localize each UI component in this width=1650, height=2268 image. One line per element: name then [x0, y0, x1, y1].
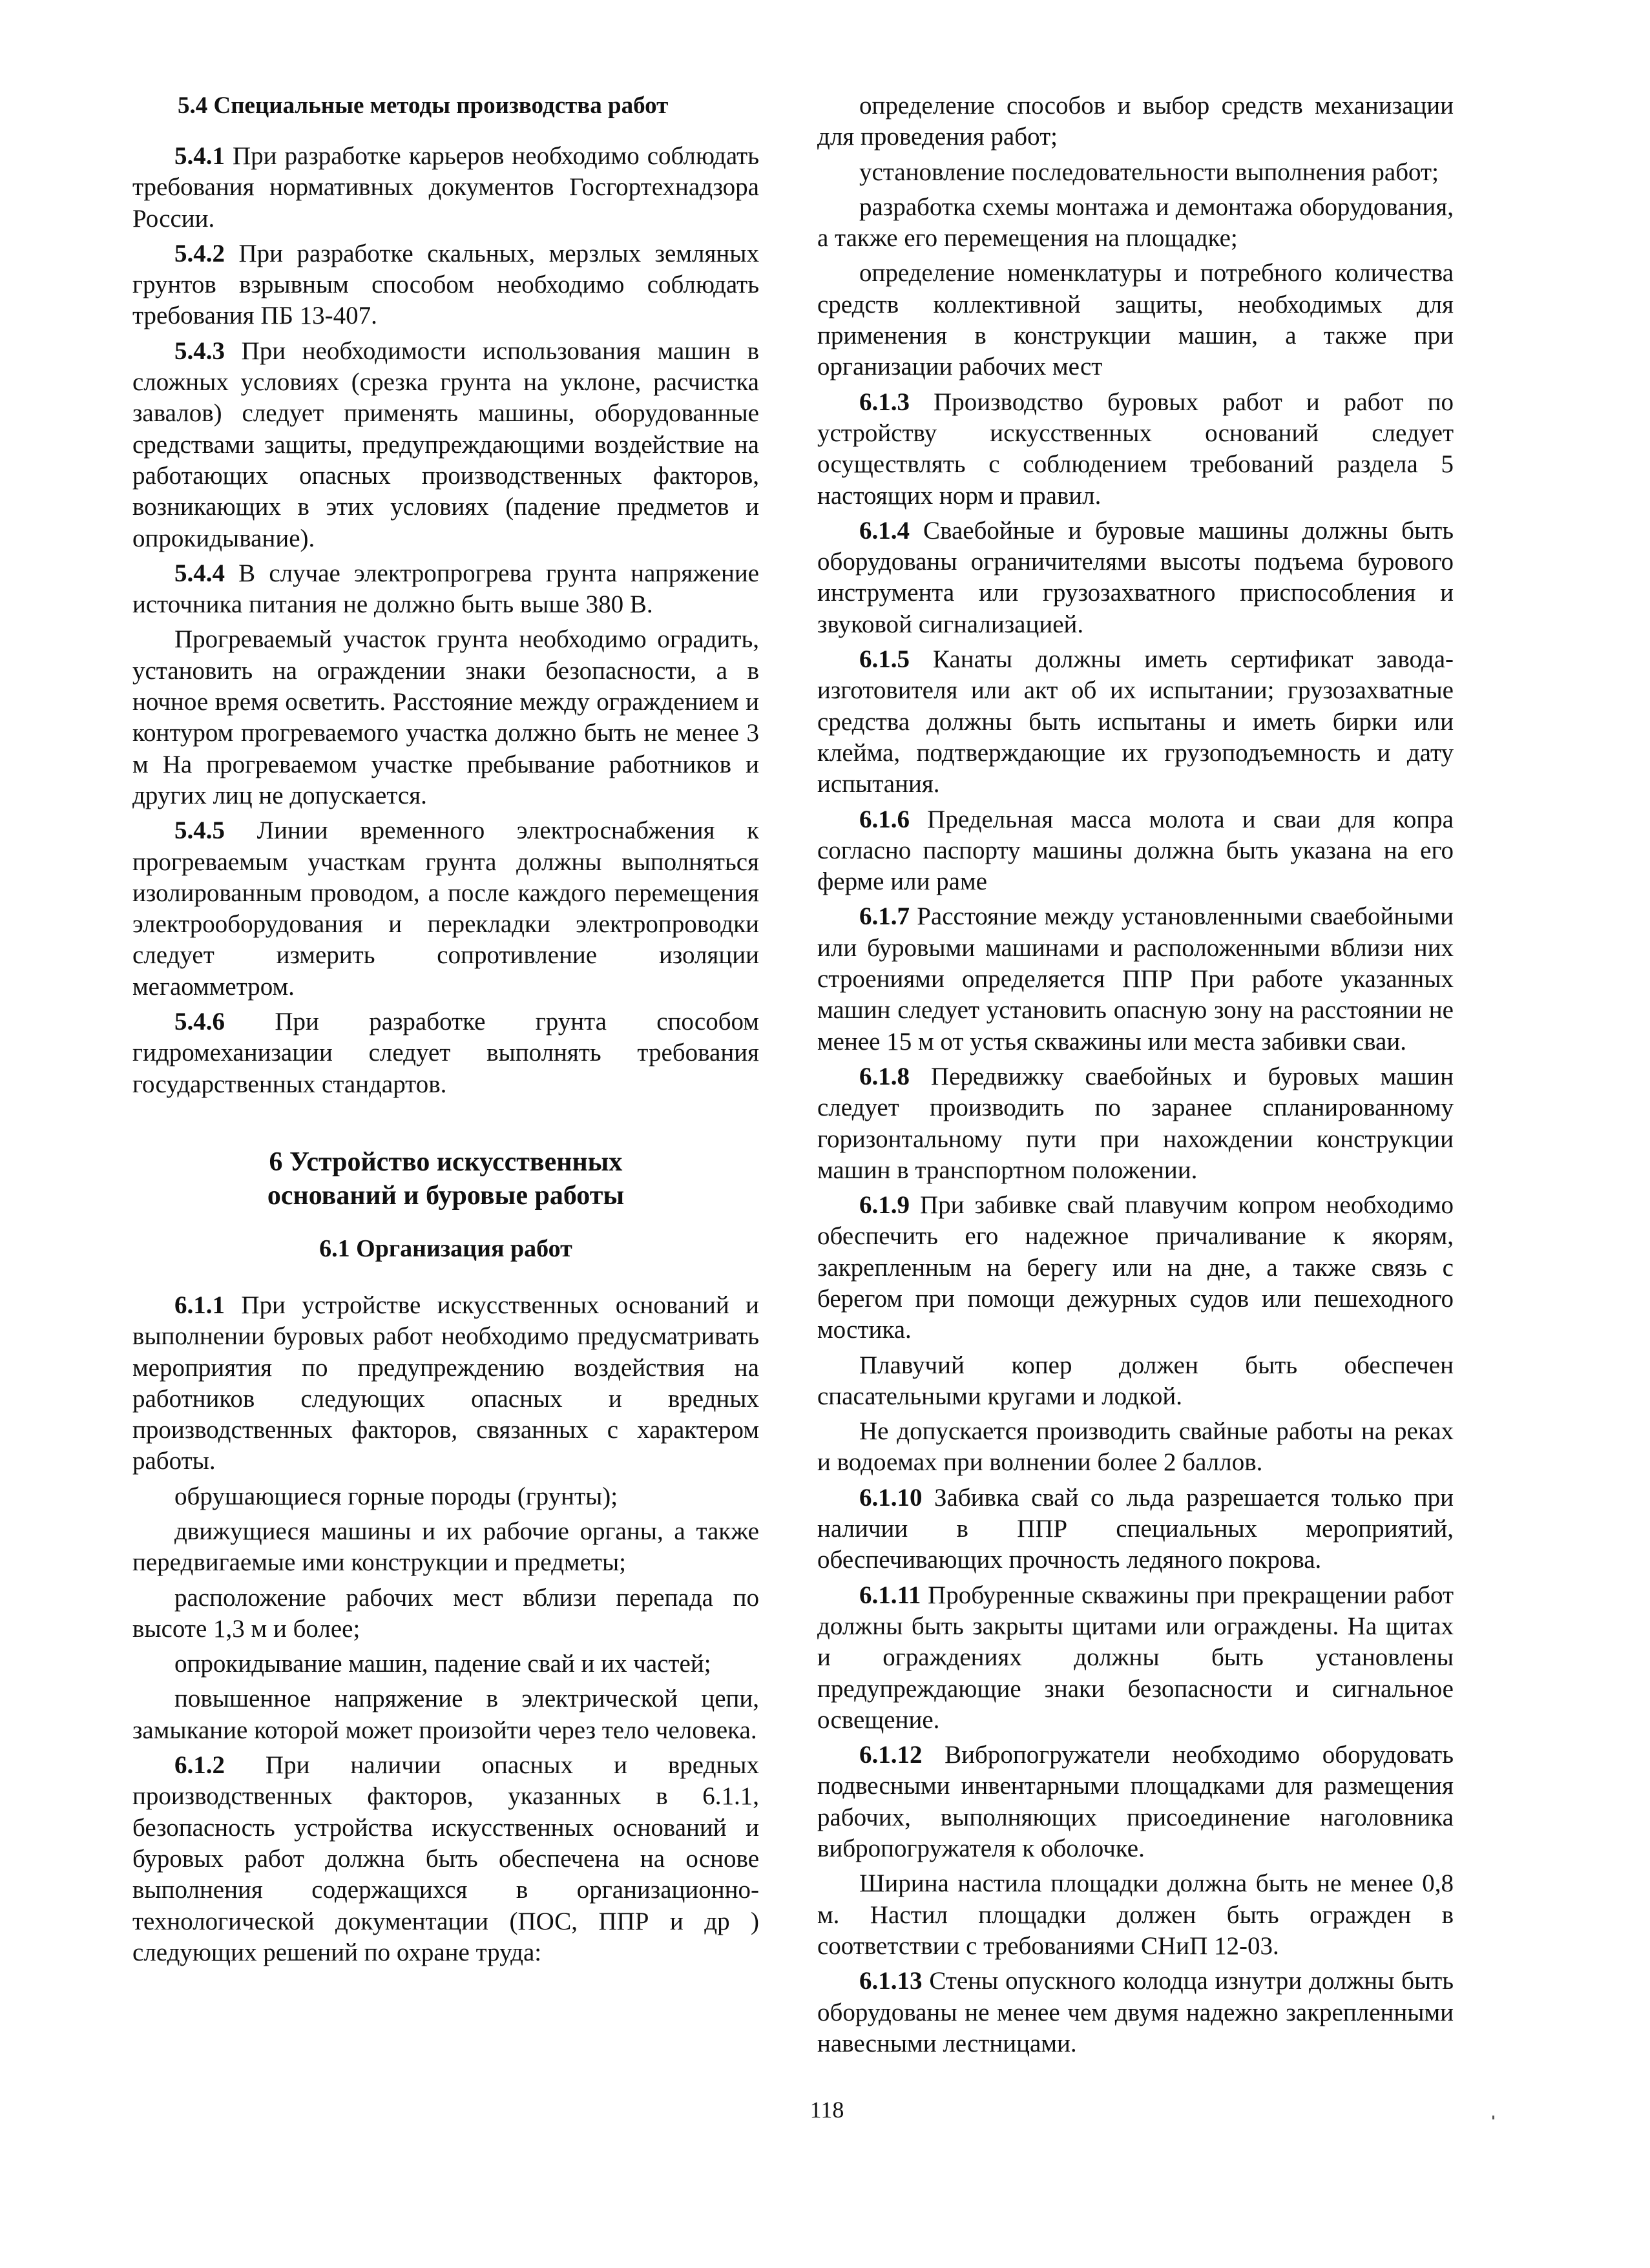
paragraph: [132, 1481, 759, 1512]
paragraph-text: Прогреваемый участок грунта необходимо оградить, установить на ограждении знаки безопасности, а в ночное время осветить. Расстояние между ограждением и контуром прогреваемого участка должно быть не менее 3 м На прогреваемом участке пребывание работников и других лиц не допускается.: [132, 625, 759, 809]
paragraph: [132, 1290, 759, 1477]
paragraph: [132, 1006, 759, 1100]
paragraph: [132, 1683, 759, 1746]
clause-number: 6.1.9: [859, 1191, 910, 1220]
paragraph: [132, 1649, 759, 1680]
paragraph: [817, 192, 1454, 255]
paragraph: [132, 336, 759, 554]
paragraph: [817, 1966, 1454, 2059]
paragraph: [817, 515, 1454, 640]
paragraph-text: Предельная масса молота и сваи для копра согласно паспорту машины должна быть указана на его ферме или раме: [817, 805, 1454, 896]
section-6-paragraphs: [132, 1290, 759, 1968]
paragraph: [817, 1061, 1454, 1186]
paragraph-text: Забивка свай со льда разрешается только при наличии в ППР специальных мероприятий, обеспечивающих прочность ледяного покрова.: [817, 1483, 1454, 1574]
paragraph-text: расположение рабочих мест вблизи перепада по высоте 1,3 м и более;: [132, 1583, 759, 1643]
clause-number: 6.1.10: [859, 1483, 923, 1512]
clause-number: 6.1.11: [859, 1581, 921, 1609]
paragraph-text: разработка схемы монтажа и демонтажа оборудования, а также его перемещения на площадке;: [817, 192, 1454, 253]
paragraph-text: Стены опускного колодца изнутри должны быть оборудованы не менее чем двумя надежно закрепленными навесными лестницами.: [817, 1967, 1454, 2057]
clause-number: 6.1.12: [859, 1741, 923, 1769]
paragraph-text: Производство буровых работ и работ по устройству искусственных оснований следует осуществлять с соблюдением требований раздела 5 настоящих норм и правил.: [817, 388, 1454, 510]
paragraph-text: определение способов и выбор средств механизации для проведения работ;: [817, 92, 1454, 151]
paragraph-text: При наличии опасных и вредных производственных факторов, указанных в 6.1.1, безопасность устройства искусственных оснований и буровых работ должна быть обеспечена на основе выполнения содержащихся в организационно-технологической документации (ПОС, ППР и др ) следующих решений по охране труда:: [132, 1751, 759, 1966]
paragraph: [817, 1868, 1454, 1962]
heading-5-4: 5.4 Специальные методы производства работ: [178, 92, 669, 119]
paragraph-text: Пробуренные скважины при прекращении работ должны быть закрыты щитами или ограждены. На щитах и ограждениях должны быть установлены предупреждающие знаки безопасности и сигнальное освещение.: [817, 1581, 1454, 1734]
clause-number: 6.1.8: [859, 1062, 910, 1090]
clause-number: 6.1.1: [174, 1291, 225, 1319]
paragraph: [817, 1190, 1454, 1346]
paragraph-text: При забивке свай плавучим копром необходимо обеспечить его надежное причаливание к якорям, закрепленным на берегу или на дне, а также связь с берегом при помощи дежурных судов или пешеходного мостика.: [817, 1191, 1454, 1344]
clause-number: 6.1.5: [859, 645, 910, 674]
clause-number: 6.1.3: [859, 388, 910, 416]
paragraph: [132, 558, 759, 621]
paragraph-text: При разработке карьеров необходимо соблюдать требования нормативных документов Госгортехнадзора России.: [132, 142, 759, 233]
paragraph: [817, 387, 1454, 512]
section-6-title-line1: 6 Устройство искусственных: [269, 1147, 623, 1177]
clause-number: 6.1.4: [859, 516, 910, 545]
scan-speck: [1492, 2116, 1494, 2119]
paragraph-text: Ширина настила площадки должна быть не менее 0,8 м. Настил площадки должен быть огражден в соответствии с требованиями СНиП 12-03.: [817, 1869, 1454, 1960]
paragraph: [132, 141, 759, 234]
left-column: [132, 90, 759, 1972]
paragraph: [132, 815, 759, 1003]
paragraph: [817, 644, 1454, 800]
paragraph-text: повышенное напряжение в электрической цепи, замыкание которой может произойти через тело человека.: [132, 1685, 759, 1744]
paragraph: [817, 1740, 1454, 1864]
paragraph-text: установление последовательности выполнения работ;: [859, 158, 1439, 186]
paragraph: [132, 624, 759, 811]
clause-number: 5.4.6: [174, 1008, 225, 1036]
clause-number: 5.4.4: [174, 559, 225, 587]
paragraph: [817, 1350, 1454, 1413]
paragraph-text: движущиеся машины и их рабочие органы, а также передвигаемые ими конструкции и предметы;: [132, 1517, 759, 1577]
clause-number: 6.1.2: [174, 1751, 225, 1780]
paragraph-text: Канаты должны иметь сертификат завода-изготовителя или акт об их испытании; грузозахватные средства должны быть испытаны и иметь бирки или клейма, подтверждающие их грузоподъемность и дату испытания.: [817, 645, 1454, 798]
paragraph-text: Сваебойные и буровые машины должны быть оборудованы ограничителями высоты подъема бурового инструмента или грузозахватного приспособления и звуковой сигнализацией.: [817, 516, 1454, 638]
paragraph-text: Линии временного электроснабжения к прогреваемым участкам грунта должны выполняться изолированным проводом, а после каждого перемещения электрооборудования и перекладки электропроводки следует измерить сопротивление изоляции мегаомметром.: [132, 817, 759, 1001]
paragraph: [817, 90, 1454, 153]
paragraph: [817, 157, 1454, 188]
paragraph-text: опрокидывание машин, падение свай и их частей;: [174, 1650, 711, 1678]
clause-number: 5.4.5: [174, 817, 225, 845]
paragraph-text: Передвижку сваебойных и буровых машин следует производить по заранее спланированному горизонтальному пути при нахождении конструкции машин в транспортном положении.: [817, 1062, 1454, 1184]
paragraph: [817, 1580, 1454, 1736]
page-number: 118: [809, 2097, 844, 2123]
paragraph-text: При разработке скальных, мерзлых земляных грунтов взрывным способом необходимо соблюдать требования ПБ 13-407.: [132, 239, 759, 330]
paragraph: [817, 1416, 1454, 1479]
paragraph-text: Вибропогружатели необходимо оборудовать подвесными инвентарными площадками для размещения рабочих, выполняющих присоединение наголовника вибропогружателя к оболочке.: [817, 1741, 1454, 1863]
paragraph: [817, 1483, 1454, 1576]
section-5-paragraphs: [132, 141, 759, 1100]
clause-number: 6.1.13: [859, 1967, 923, 1995]
paragraph-text: обрушающиеся горные породы (грунты);: [174, 1482, 618, 1510]
paragraph-text: При разработке грунта способом гидромеханизации следует выполнять требования государственных стандартов.: [132, 1008, 759, 1098]
subsection-6-1-title: 6.1 Организация работ: [319, 1234, 572, 1262]
paragraph-text: При необходимости использования машин в сложных условиях (срезка грунта на уклоне, расчистка завалов) следует применять машины, оборудованные средствами защиты, предупреждающими воздействие на работающих опасных производственных факторов, возникающих в этих условиях (падение предметов и опрокидывание).: [132, 337, 759, 552]
right-column-paragraphs: [817, 90, 1454, 2059]
clause-number: 6.1.7: [859, 902, 910, 931]
paragraph-text: Расстояние между установленными сваебойными или буровыми машинами и расположенными вблизи них строениями определяется ППР При работе указанных машин следует установить опасную зону на расстоянии не менее 15 м от устья скважины или места забивки сваи.: [817, 902, 1454, 1056]
paragraph: [132, 1750, 759, 1968]
right-column: [817, 90, 1454, 2063]
clause-number: 5.4.1: [174, 142, 225, 170]
paragraph: [132, 1583, 759, 1645]
section-6-title: [132, 1145, 759, 1212]
paragraph-text: В случае электропрогрева грунта напряжение источника питания не должно быть выше 380 В.: [132, 559, 759, 619]
paragraph: [817, 804, 1454, 898]
paragraph: [817, 258, 1454, 382]
clause-number: 5.4.2: [174, 239, 225, 267]
clause-number: 6.1.6: [859, 805, 910, 833]
paragraph-text: определение номенклатуры и потребного количества средств коллективной защиты, необходимых для применения в конструкции машин, а также при организации рабочих мест: [817, 259, 1454, 381]
clause-number: 5.4.3: [174, 337, 225, 365]
paragraph: [132, 238, 759, 332]
section-6-title-line2: оснований и буровые работы: [267, 1180, 625, 1211]
paragraph: [132, 1516, 759, 1579]
paragraph-text: При устройстве искусственных оснований и выполнении буровых работ необходимо предусматривать мероприятия по предупреждению воздействия на работников следующих опасных и вредных производственных факторов, связанных с характером работы.: [132, 1291, 759, 1475]
paragraph-text: Плавучий копер должен быть обеспечен спасательными кругами и лодкой.: [817, 1351, 1454, 1410]
paragraph: [817, 901, 1454, 1057]
paragraph-text: Не допускается производить свайные работы на реках и водоемах при волнении более 2 баллов.: [817, 1417, 1454, 1477]
